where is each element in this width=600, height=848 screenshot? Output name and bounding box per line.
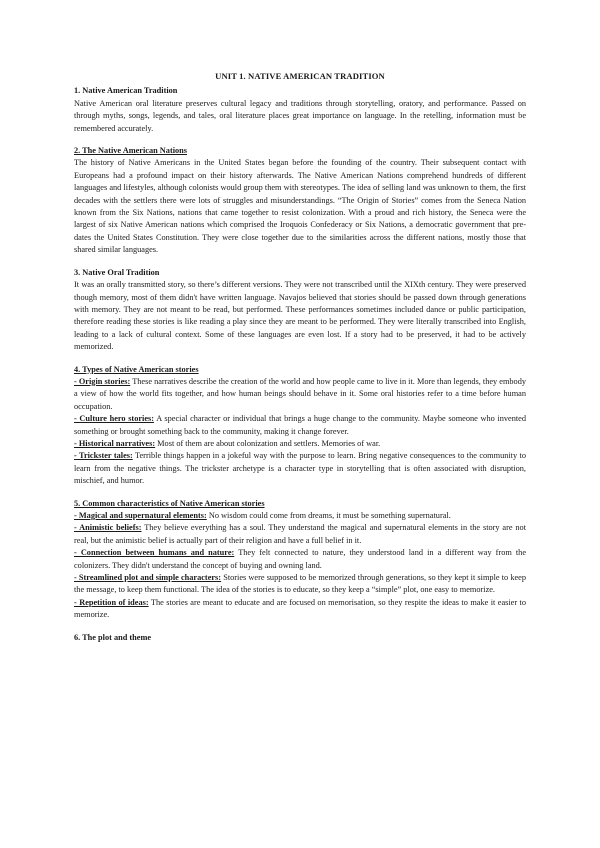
- list-item: [74, 522, 526, 547]
- item-term: - Repetition of ideas:: [74, 597, 149, 607]
- item-term: - Animistic beliefs:: [74, 523, 142, 533]
- list-item: [74, 597, 526, 622]
- section-heading: 6. The plot and theme: [74, 632, 152, 642]
- item-text: No wisdom could come from dreams, it must be something supernatural.: [206, 511, 451, 520]
- list-item: [74, 413, 526, 438]
- section-common-characteristics: [74, 498, 526, 622]
- document-body: [74, 70, 526, 654]
- item-term: - Culture hero stories:: [74, 414, 155, 424]
- item-text: Stories were supposed to be memorized through generations, so they kept it simple to keep the message, to keep them functional. The idea of the stories is to educate, so they keep a “simple” plot, one easy to memorize.: [74, 573, 526, 595]
- item-text: Most of them are about colonization and settlers. Memories of war.: [155, 438, 381, 448]
- section-heading-text: 5. Common characteristics of Native American stories: [74, 498, 265, 508]
- section-heading: [74, 498, 526, 510]
- list-item: [74, 510, 526, 522]
- section-heading: [74, 145, 526, 157]
- section-heading: 3. Native Oral Tradition: [74, 267, 160, 277]
- section-plot-and-theme: [74, 632, 526, 644]
- section-paragraph: The history of Native Americans in the United States began before the founding of the country. Their subsequent contact with Europeans had a profound impact on their history afterwards. The Native American Nations comprehend hundreds of different languages and lifestyles, although colonists would group them with stereotypes. The idea of selling land was unknown to them, the first decades with the settlers there were lots of struggles and misunderstandings. “The Origin of Stories” comes from the Seneca Nation known from the Six Nations, nations that came together to resist colonization. With a proud and rich history, the Seneca were the largest of six Native American nations which comprised the Iroquois Confederacy or Six Nations, a democratic government that pre-dates the United States Constitution. They were close together due to the similarities across the different nations, mostly those that shared similar languages.: [74, 158, 526, 255]
- item-text: A special character or individual that brings a huge change to the community. Maybe someone who invented something or brought something back to the community, making it change forever.: [74, 414, 526, 436]
- item-term: - Magical and supernatural elements:: [74, 511, 207, 520]
- list-item: [74, 450, 526, 487]
- section-heading: 1. Native American Tradition: [74, 86, 178, 96]
- document-title: UNIT 1. NATIVE AMERICAN TRADITION: [215, 71, 385, 81]
- section-heading-text: 4. Types of Native American stories: [74, 364, 199, 374]
- item-text: The stories are meant to educate and are focused on memorisation, so they respite the ideas to make it easier to memorize.: [74, 597, 526, 620]
- section-types-of-stories: [74, 364, 526, 488]
- item-term: - Trickster tales:: [74, 451, 133, 461]
- section-heading-text: 2. The Native American Nations: [74, 146, 188, 156]
- list-item: [74, 376, 526, 413]
- item-term: - Streamlined plot and simple characters:: [74, 573, 222, 583]
- section-paragraph: Native American oral literature preserves cultural legacy and traditions through storytelling, oratory, and performance. Passed on through myths, songs, legends, and tales, oral literature places great importance on language. In the retelling, information must be remembered accurately.: [74, 98, 526, 133]
- list-item: [74, 438, 526, 450]
- section-native-american-tradition: [74, 85, 526, 135]
- item-text: They believe everything has a soul. They understand the magical and supernatural elements in the story are not real, but the animistic belief is actually part of their religion and have a full belief in it.: [74, 523, 527, 545]
- section-heading: [74, 364, 526, 376]
- list-item: [74, 547, 526, 572]
- item-text: These narratives describe the creation of the world and how people came to live in it. More than legends, they embody a view of how the world fits together, and how human beings should behave in it. Some oral histories refer to a time before human occupation.: [74, 376, 526, 411]
- item-text: Terrible things happen in a jokeful way with the purpose to learn. Bring negative consequences to the community to learn from the negative things. The trickster archetype is a character type in storytelling that is often associated with disruption, mischief, and humor.: [74, 451, 526, 486]
- item-term: - Historical narratives:: [74, 438, 156, 448]
- item-term: - Origin stories:: [74, 376, 131, 386]
- item-term: - Connection between humans and nature:: [74, 548, 235, 558]
- item-text: They felt connected to nature, they understood land in a different way from the colonizers. They didn't understand the concept of buying and owning land.: [74, 548, 527, 570]
- section-native-oral-tradition: [74, 267, 526, 354]
- section-native-american-nations: [74, 145, 526, 257]
- list-item: [74, 572, 526, 597]
- section-paragraph: It was an orally transmitted story, so there’s different versions. They were not transcribed until the XIXth century. They were preserved though memory, most of them didn't have written language. Navajos believed that stories should be passed down through generations with memory. They are not meant to be read, but performed. These performances sometimes included dance or public participation, therefore reading these stories is like reading a play since they are meant to be performed. They were literally transcribed into English, leading to a lack of cultural context. Some of these languages are even lost. If a story had to be preserved, it had to be actively memorized.: [74, 280, 526, 352]
